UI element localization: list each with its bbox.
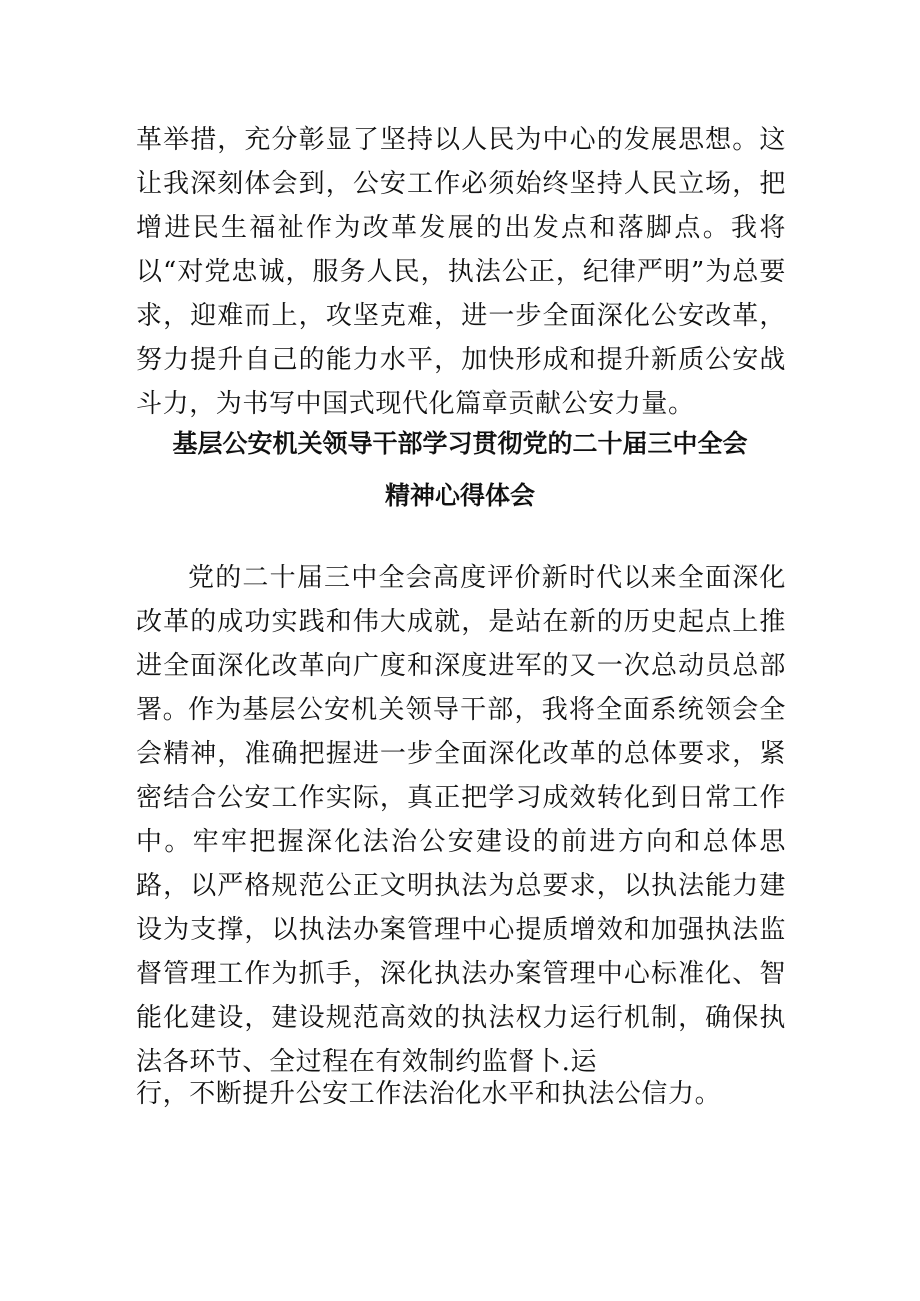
body-paragraph-text: 作为基层公安机关领导干部，我将全面系统领会全会精神，准确把握进一步全面深化改革的总体要求，紧密结合公安工作实际，真正把学习成效转化到日常工作中。牢牢把握深化法治公安建设的前进方向和总体思路，以严格规范公正文明执法为总要求，以执法能力建设为支撑，以执法办案管理中心提质增效和加强执法监督管理工作为抓手，深化执法办案管理中心标准化、智能化建设，建设规范高效的执法权力运行机制，确保执法各环节、全过程在有效制约监督卜.运 xyxy=(136,695,786,1077)
continuation-paragraph xyxy=(136,118,786,426)
article-title-line-1: 基层公安机关领导干部学习贯彻党的二十届三中全会 xyxy=(172,429,748,458)
body-paragraph xyxy=(136,688,786,1084)
body-paragraph-tail xyxy=(136,1072,786,1116)
continuation-paragraph-text: 革举措，充分彰显了坚持以人民为中心的发展思想。这让我深刻体会到，公安工作必须始终坚持人民立场，把增进民生福祉作为改革发展的出发点和落脚点。我将以“对党忠诚，服务人民，执法公正，纪律严明”为总要求，迎难而上，攻坚克难，进一步全面深化公安改革，努力提升自己的能力水平，加快形成和提升新质公安战斗力，为书写中国式现代化篇章贡献公安力量。 xyxy=(136,125,786,419)
intro-paragraph-text: 党的二十届三中全会高度评价新时代以来全面深化改革的成功实践和伟大成就，是站在新的历史起点上推进全面深化改革向广度和深度进军的又一次总动员总部署。 xyxy=(136,563,786,725)
article-title-line-2: 精神心得体会 xyxy=(384,481,535,510)
body-paragraph-tail-text: 行，不断提升公安工作法治化水平和执法公信力。 xyxy=(136,1079,722,1109)
